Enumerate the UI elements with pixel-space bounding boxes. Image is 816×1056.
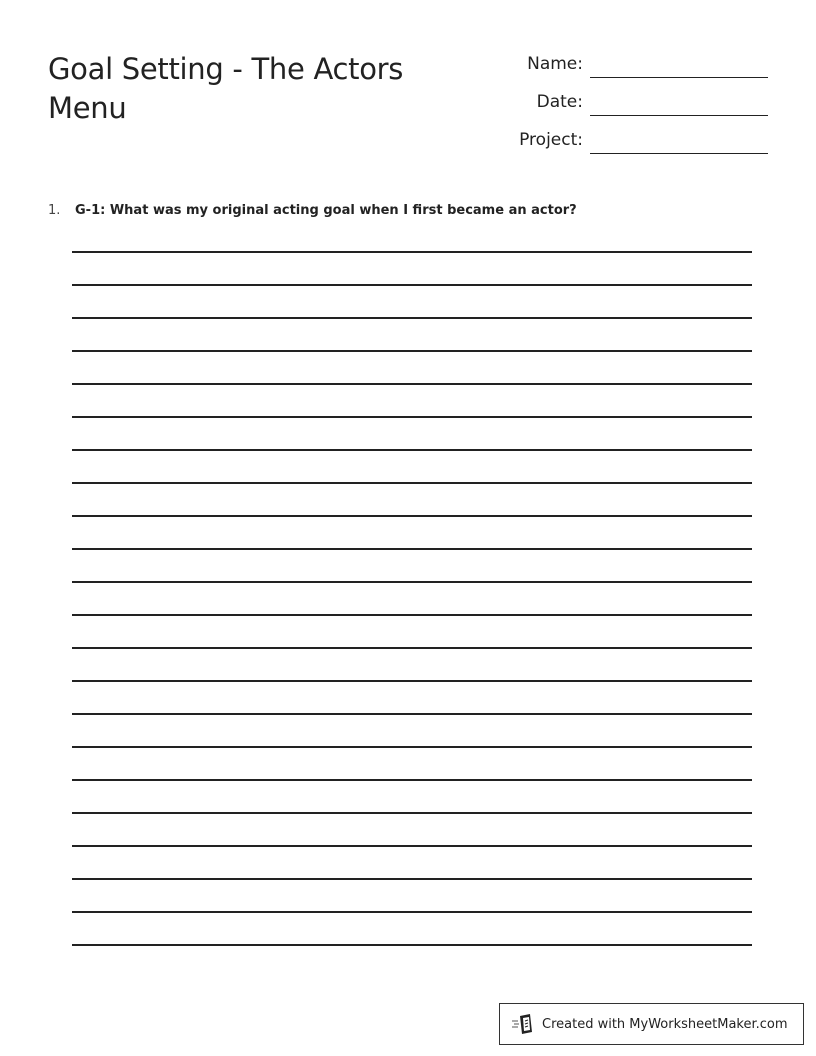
date-field[interactable]	[470, 86, 768, 116]
footer-text: Created with MyWorksheetMaker.com	[542, 1016, 788, 1032]
page-title: Goal Setting - The Actors Menu	[48, 52, 404, 125]
name-line[interactable]	[590, 77, 768, 78]
answer-line[interactable]	[72, 583, 752, 616]
project-line[interactable]	[590, 153, 768, 154]
answer-line[interactable]	[72, 385, 752, 418]
answer-line[interactable]	[72, 781, 752, 814]
answer-line[interactable]	[72, 880, 752, 913]
name-label: Name:	[527, 54, 583, 74]
answer-line[interactable]	[72, 616, 752, 649]
answer-line[interactable]	[72, 814, 752, 847]
project-field[interactable]	[470, 124, 768, 154]
worksheet-logo-icon	[512, 1013, 536, 1035]
answer-line[interactable]	[72, 352, 752, 385]
answer-line[interactable]	[72, 286, 752, 319]
answer-line[interactable]	[72, 484, 752, 517]
question-text: G-1: What was my original acting goal when I first became an actor?	[75, 203, 577, 218]
date-line[interactable]	[590, 115, 768, 116]
answer-lines[interactable]	[72, 251, 752, 946]
name-field[interactable]	[470, 48, 768, 78]
answer-line[interactable]	[72, 319, 752, 352]
answer-line[interactable]	[72, 847, 752, 880]
footer-badge	[499, 1003, 804, 1045]
answer-line[interactable]	[72, 913, 752, 946]
answer-line[interactable]	[72, 253, 752, 286]
answer-line[interactable]	[72, 715, 752, 748]
project-label: Project:	[519, 130, 583, 150]
answer-line[interactable]	[72, 748, 752, 781]
answer-line[interactable]	[72, 418, 752, 451]
answer-line[interactable]	[72, 451, 752, 484]
answer-line[interactable]	[72, 649, 752, 682]
date-label: Date:	[536, 92, 583, 112]
answer-line[interactable]	[72, 550, 752, 583]
answer-line[interactable]	[72, 682, 752, 715]
answer-line[interactable]	[72, 517, 752, 550]
question-number: 1.	[48, 203, 61, 218]
